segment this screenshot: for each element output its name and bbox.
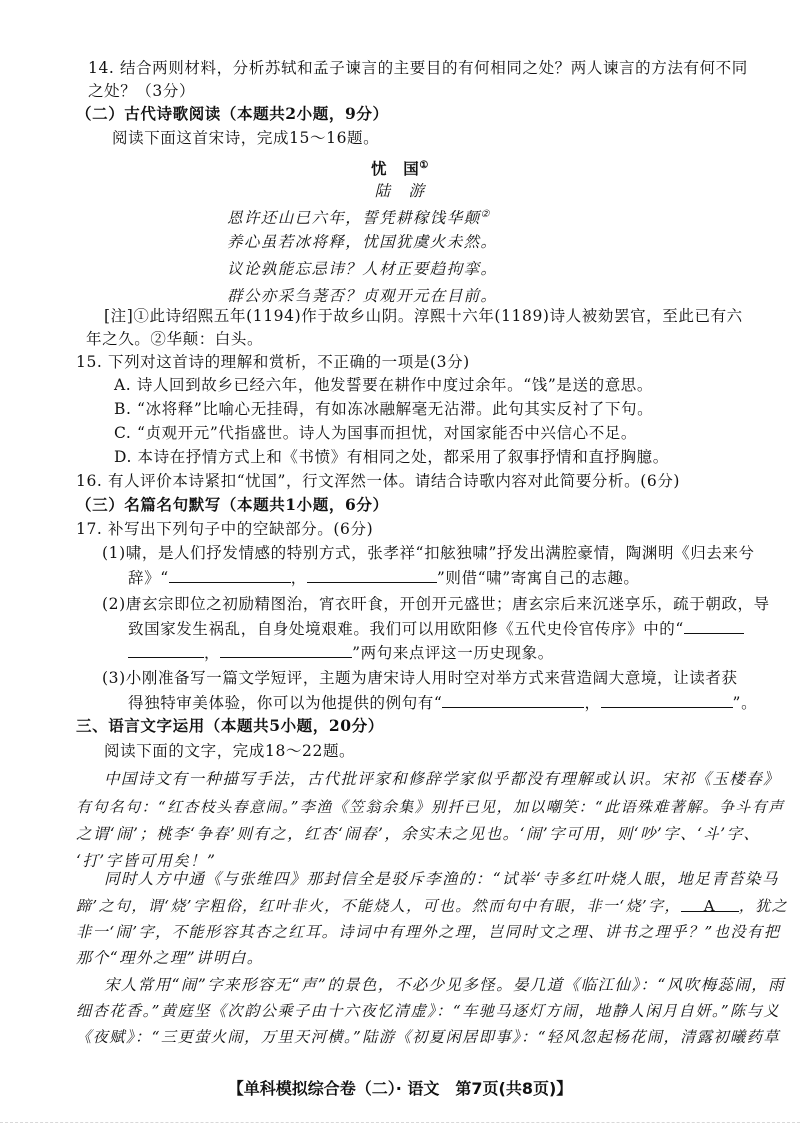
q17-part1-sep: ， xyxy=(290,569,307,587)
poem-title-note: ① xyxy=(419,160,429,171)
page-footer: 【单科模拟综合卷（二）· 语文 第7页(共8页)】 xyxy=(227,1079,573,1098)
passage-line-9: 宋人常用“闹”字来形容无“声”的景色，不必少见多怪。晏几道《临江仙》：“风吹梅蕊闹，雨 xyxy=(104,976,786,994)
q17-blank-2[interactable] xyxy=(307,566,437,583)
section-2-header: （二）古代诗歌阅读（本题共2小题，9分） xyxy=(76,104,389,123)
q17-part2-prefix: 致国家发生祸乱，自身处境艰难。我们可以用欧阳修《五代史伶官传序》中的“ xyxy=(128,620,684,638)
q17-part3-line-2 xyxy=(128,691,757,714)
passage-line-11: 《夜赋》：“三更萤火闹，万里天河横。”陆游《初夏闲居即事》：“轻风忽起杨花闹，清露初曦药草 xyxy=(76,1028,781,1046)
page-edge-divider xyxy=(0,1122,800,1123)
q15-option-a: A. 诗人回到故乡已经六年，他发誓要在耕作中度过余年。“饯”是送的意思。 xyxy=(114,376,653,394)
q17-part2-line-1: (2)唐玄宗即位之初励精图治，宵衣旰食，开创开元盛世；唐玄宗后来沉迷享乐，疏于朝政，导 xyxy=(102,595,770,613)
q15-option-c: C. “贞观开元”代指盛世。诗人为国事而担忧，对国家能否中兴信心不足。 xyxy=(114,424,638,442)
q17-part2-sep: ， xyxy=(204,644,221,662)
q17-part1-line-1: (1)啸，是人们抒发情感的特别方式，张孝祥“扣舷独啸”抒发出满腔豪情，陶渊明《归去来兮 xyxy=(102,544,755,562)
q14-line-2: 之处？（3分） xyxy=(88,82,196,100)
passage-line-1: 中国诗文有一种描写手法，古代批评家和修辞学家似乎都没有理解或认识。宋祁《玉楼春》 xyxy=(104,770,781,788)
poem-line-1-note: ② xyxy=(480,209,491,220)
passage-line-6 xyxy=(76,895,788,917)
q17-blank-5[interactable] xyxy=(442,691,584,708)
q17-part3-prefix: 得独特审美体验，你可以为他提供的例句有“ xyxy=(128,694,443,712)
passage-line-7: 非一‘闹’字，不能形容其杏之红耳。诗词中有理外之理，岂同时文之理、讲书之理乎？”也没有把 xyxy=(76,923,781,941)
q17-part2-line-3 xyxy=(128,641,554,664)
q17-part3-suffix: ”。 xyxy=(732,694,758,712)
passage-line-6-suffix: ，犹之 xyxy=(738,897,789,915)
poem-notes-line-2: 年之久。②华颠：白头。 xyxy=(86,330,264,348)
q17-blank-3[interactable] xyxy=(684,617,744,634)
q17-blank-3-cont[interactable] xyxy=(128,641,204,658)
q17-blank-6[interactable] xyxy=(601,691,733,708)
poem-line-3: 议论孰能忘忌讳？人材正要趋拘挛。 xyxy=(227,260,498,278)
q17-part1-prefix: 辞》“ xyxy=(128,569,169,587)
poem-title xyxy=(0,155,800,180)
passage-line-4: ‘打’字皆可用矣！” xyxy=(76,852,217,870)
part-3-header: 三、语言文字运用（本题共5小题，20分） xyxy=(76,716,384,735)
poem-line-1 xyxy=(227,204,491,229)
poem-line-1-text: 恩许还山已六年，誓凭耕稼饯华颠 xyxy=(227,209,481,228)
q16-text: 16. 有人评价本诗紧扣“忧国”，行文浑然一体。请结合诗歌内容对此简要分析。(6分) xyxy=(76,472,681,490)
q17-part3-line-1: (3)小刚准备写一篇文学短评，主题为唐宋诗人用时空对举方式来营造阔大意境，让读者获 xyxy=(102,669,738,687)
passage-blank-a: A xyxy=(681,895,739,912)
passage-line-2: 有句名句：“红杏枝头春意闹。”李渔《笠翁余集》别扦已见，加以嘲笑：“此语殊难著解。争斗有声 xyxy=(76,798,785,816)
q15-stem: 15. 下列对这首诗的理解和赏析，不正确的一项是(3分) xyxy=(76,353,470,371)
section-2-intro: 阅读下面这首宋诗，完成15～16题。 xyxy=(112,129,380,147)
q17-part2-suffix: ”两句来点评这一历史现象。 xyxy=(352,644,554,662)
q17-part2-line-2 xyxy=(128,617,744,640)
q17-blank-1[interactable] xyxy=(169,566,291,583)
poem-line-2: 养心虽若冰将释，忧国犹虞火未然。 xyxy=(227,233,498,251)
passage-line-10: 细杏花香。”黄庭坚《次韵公乘子由十六夜忆清虚》：“车驰马逐灯方闹，地静人闲月自妍。”陈与义 xyxy=(76,1002,781,1020)
passage-line-6-prefix: 蹄’之句，谓‘烧’字粗俗，红叶非火，不能烧人，可也。然而句中有眼，非一‘烧’字， xyxy=(76,897,681,915)
q17-part1-suffix: ”则借“啸”寄寓自己的志趣。 xyxy=(436,569,640,587)
q14-line-1: 14. 结合两则材料，分析苏轼和孟子谏言的主要目的有何相同之处？两人谏言的方法有何不同 xyxy=(88,59,748,77)
passage-line-5: 同时人方中通《与张维四》那封信全是驳斥李渔的：“试举‘寺多红叶烧人眼，地足青苔染马 xyxy=(104,870,779,888)
poem-title-text: 忧 国 xyxy=(371,159,420,179)
q17-blank-4[interactable] xyxy=(220,641,352,658)
q17-part3-sep: ， xyxy=(584,694,601,712)
poem-author: 陆 游 xyxy=(374,182,426,200)
q15-option-b: B. “冰将释”比喻心无挂碍，有如冻冰融解毫无沾滞。此句其实反衬了下句。 xyxy=(114,400,654,418)
passage-line-3: 之谓‘闹’；桃李‘争春’则有之，红杏‘闹春’，余实未之见也。‘闹’字可用，则‘吵’字、‘斗’字、 xyxy=(76,825,761,843)
section-3-header: （三）名篇名句默写（本题共1小题，6分） xyxy=(76,495,389,514)
poem-line-4: 群公亦采刍荛否？贞观开元在目前。 xyxy=(227,287,498,305)
part-3-intro: 阅读下面的文字，完成18～22题。 xyxy=(104,742,356,760)
poem-notes-line-1: [注]①此诗绍熙五年(1194)作于故乡山阴。淳熙十六年(1189)诗人被劾罢官，至此已有六 xyxy=(104,307,743,325)
q15-option-d: D. 本诗在抒情方式上和《书愤》有相同之处，都采用了叙事抒情和直抒胸臆。 xyxy=(114,448,669,466)
q17-part1-line-2 xyxy=(128,566,640,589)
q17-stem: 17. 补写出下列句子中的空缺部分。(6分) xyxy=(76,520,374,538)
passage-line-8: 那个“理外之理”讲明白。 xyxy=(76,949,264,967)
